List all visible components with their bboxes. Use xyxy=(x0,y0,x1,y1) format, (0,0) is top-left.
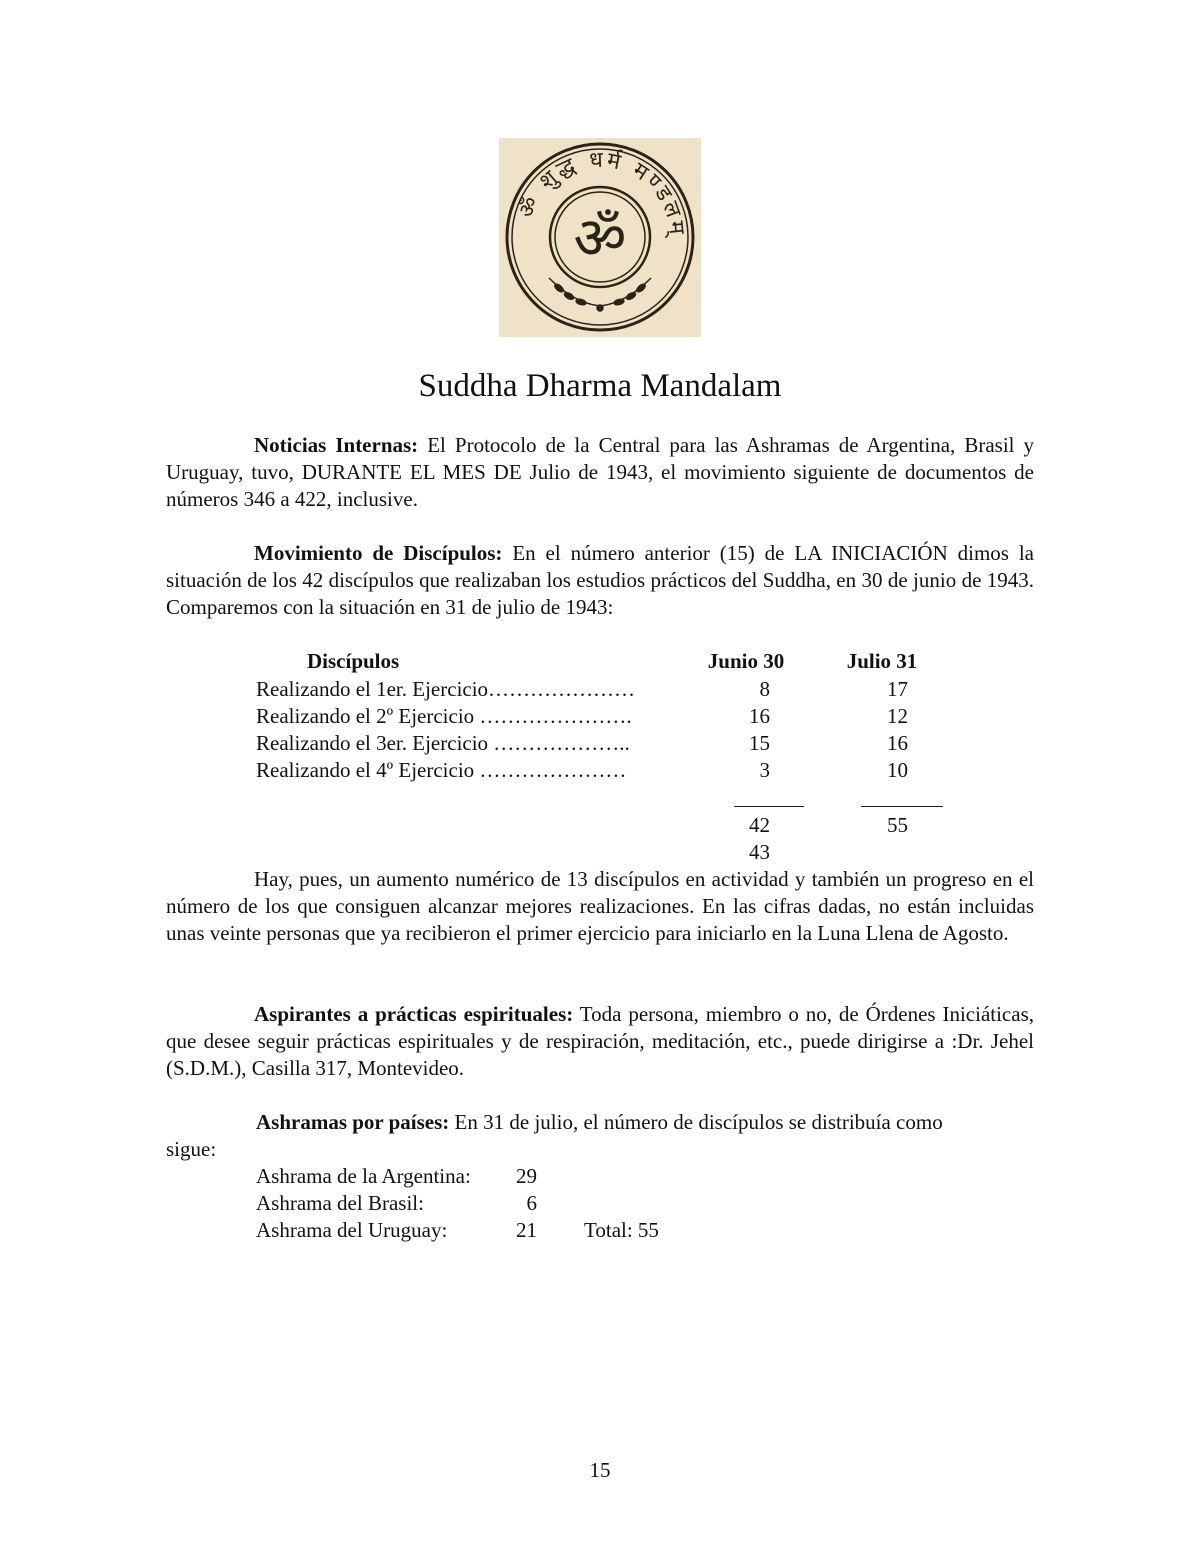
text-ashramas: En 31 de julio, el número de discípulos se distribuía como xyxy=(449,1110,943,1134)
list-item-value: 21 xyxy=(516,1218,537,1242)
table-row-label: Realizando el 4º Ejercicio ………………… xyxy=(256,758,627,782)
table-cell-junio: 15 xyxy=(749,731,770,755)
svg-text:ॐ: ॐ xyxy=(573,204,627,272)
list-item-value: 29 xyxy=(516,1164,537,1188)
list-item-label: Ashrama del Uruguay: xyxy=(256,1218,448,1242)
table-cell-junio: 8 xyxy=(759,677,770,701)
sum-rule xyxy=(861,806,943,807)
list-item-value: 6 xyxy=(526,1191,537,1215)
total-junio-extra: 43 xyxy=(749,840,770,864)
table-cell-junio: 16 xyxy=(749,704,770,728)
page-number: 15 xyxy=(589,1458,611,1482)
list-item-label: Ashrama del Brasil: xyxy=(256,1191,424,1215)
page-title: Suddha Dharma Mandalam xyxy=(418,368,782,404)
list-item-label: Ashrama de la Argentina: xyxy=(256,1164,471,1188)
table-cell-julio: 12 xyxy=(887,704,908,728)
table-cell-julio: 10 xyxy=(887,758,908,782)
paragraph-movimiento xyxy=(166,540,1034,621)
heading-aspirantes: Aspirantes a prácticas espirituales: xyxy=(254,1002,574,1026)
seal-image xyxy=(499,138,701,337)
paragraph-aumento xyxy=(166,866,1034,947)
table-row-label: Realizando el 2º Ejercicio …………………. xyxy=(256,704,632,728)
table-header-junio: Junio 30 xyxy=(707,649,785,673)
table-row-label: Realizando el 1er. Ejercicio………………… xyxy=(256,677,636,701)
total-julio: 55 xyxy=(887,813,908,837)
text-noticias: El Protocolo de la Central para las Ashramas de Argentina, Brasil y Uruguay, tuvo, DURANTE EL MES DE Julio de 1943, el movimiento siguiente de documentos de números 346 a 422, inclusive. xyxy=(166,433,1035,511)
table-header-julio: Julio 31 xyxy=(846,649,918,673)
heading-movimiento: Movimiento de Discípulos: xyxy=(254,541,503,565)
text-aumento: Hay, pues, un aumento numérico de 13 discípulos en actividad y también un progreso en el número de los que consiguen alcanzar mejores realizaciones. En las cifras dadas, no están incluidas unas veinte personas que ya recibieron el primer ejercicio para iniciarlo en la Luna Llena de Agosto. xyxy=(166,867,1034,945)
table-cell-junio: 3 xyxy=(759,758,770,782)
paragraph-noticias xyxy=(166,432,1034,513)
table-cell-julio: 17 xyxy=(887,677,908,701)
svg-text:ॐ शुद्ध धर्म मण्डलम्: ॐ शुद्ध धर्म मण्डलम् xyxy=(513,147,690,239)
paragraph-ashramas xyxy=(256,1109,1034,1136)
text-ashramas-continuation: sigue: xyxy=(166,1137,217,1161)
om-seal-icon xyxy=(499,138,701,337)
paragraph-aspirantes xyxy=(166,1001,1034,1082)
text-movimiento: En el número anterior (15) de LA INICIACIÓN dimos la situación de los 42 discípulos que realizaban los estudios prácticos del Suddha, en 30 de junio de 1943. Comparemos con la situación en 31 de julio de 1943: xyxy=(166,541,1034,619)
sum-rule xyxy=(734,806,804,807)
total-label: Total: 55 xyxy=(584,1218,659,1242)
heading-noticias: Noticias Internas: xyxy=(254,433,419,457)
total-junio: 42 xyxy=(749,813,770,837)
table-cell-julio: 16 xyxy=(887,731,908,755)
heading-ashramas: Ashramas por países: xyxy=(256,1110,450,1134)
table-row-label: Realizando el 3er. Ejercicio ……………….. xyxy=(256,731,630,755)
text-aspirantes: Toda persona, miembro o no, de Órdenes Iniciáticas, que desee seguir prácticas espirituales y de respiración, meditación, etc., puede dirigirse a :Dr. Jehel (S.D.M.), Casilla 317, Montevideo. xyxy=(166,1002,1035,1080)
table-header-discipulos: Discípulos xyxy=(307,649,400,673)
